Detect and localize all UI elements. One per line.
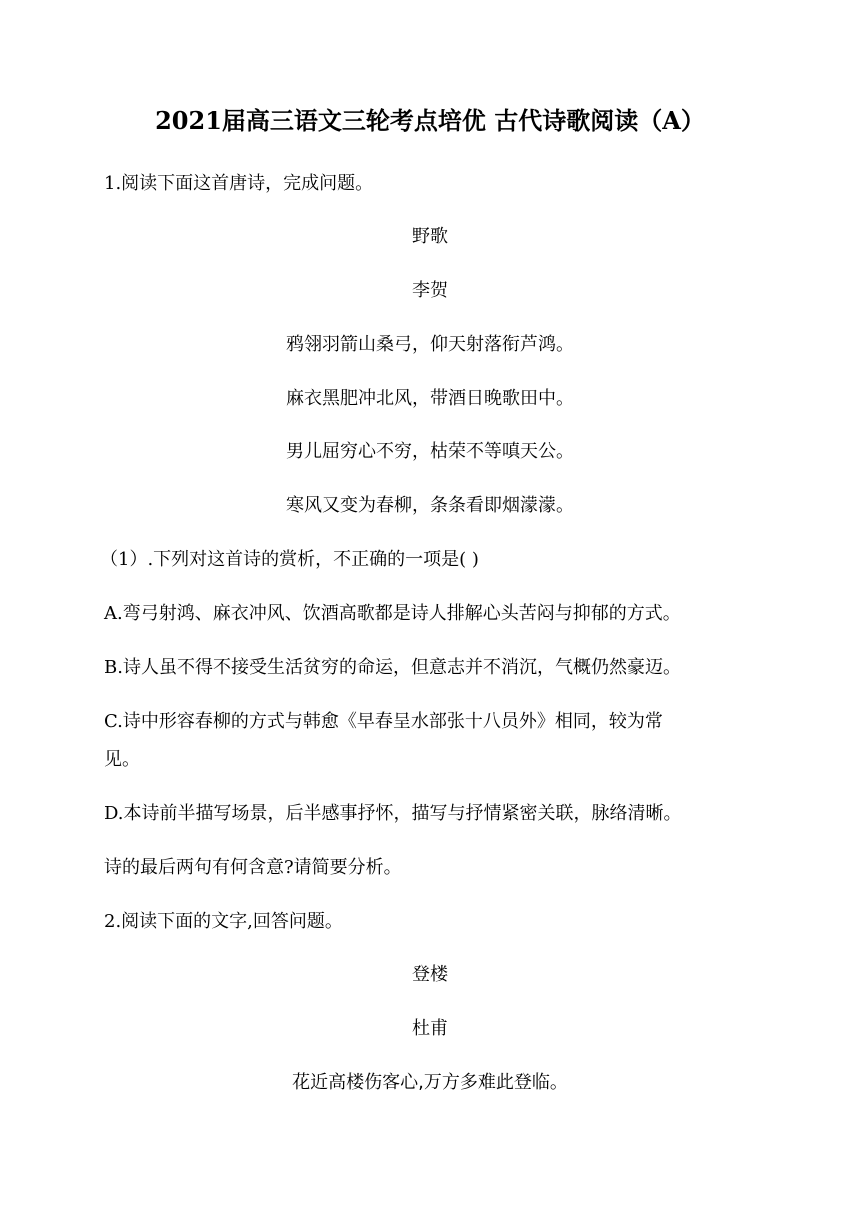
poem-1-author: 李贺 xyxy=(412,280,448,301)
poem-2-author: 杜甫 xyxy=(412,1018,448,1039)
poem-1-line-2: 麻衣黑肥冲北风，带酒日晚歌田中。 xyxy=(286,388,574,409)
question-1-sub-2: 诗的最后两句有何含意?请简要分析。 xyxy=(104,857,402,878)
poem-1-line-3: 男儿屈穷心不穷，枯荣不等嗔天公。 xyxy=(286,441,574,462)
question-1-intro: 1.阅读下面这首唐诗，完成问题。 xyxy=(104,173,374,194)
option-d: D.本诗前半描写场景，后半感事抒怀，描写与抒情紧密关联，脉络清晰。 xyxy=(104,803,682,824)
question-1-sub-1: （1）.下列对这首诗的赏析，不正确的一项是( ) xyxy=(100,549,479,570)
poem-1-title: 野歌 xyxy=(412,226,448,247)
option-c-continued: 见。 xyxy=(104,749,140,770)
poem-1-line-1: 鸦翎羽箭山桑弓，仰天射落衔芦鸿。 xyxy=(286,334,574,355)
poem-1-line-4: 寒风又变为春柳，条条看即烟濛濛。 xyxy=(286,495,574,516)
page-title: 2021届高三语文三轮考点培优 古代诗歌阅读（A） xyxy=(155,106,705,135)
option-c: C.诗中形容春柳的方式与韩愈《早春呈水部张十八员外》相同，较为常 xyxy=(104,711,663,732)
option-b: B.诗人虽不得不接受生活贫穷的命运，但意志并不消沉，气概仍然豪迈。 xyxy=(104,657,681,678)
question-2-intro: 2.阅读下面的文字,回答问题。 xyxy=(104,911,343,932)
poem-2-title: 登楼 xyxy=(412,964,448,985)
poem-2-line-1: 花近高楼伤客心,万方多难此登临。 xyxy=(292,1072,568,1093)
option-a: A.弯弓射鸿、麻衣冲风、饮酒高歌都是诗人排解心头苦闷与抑郁的方式。 xyxy=(104,603,681,624)
